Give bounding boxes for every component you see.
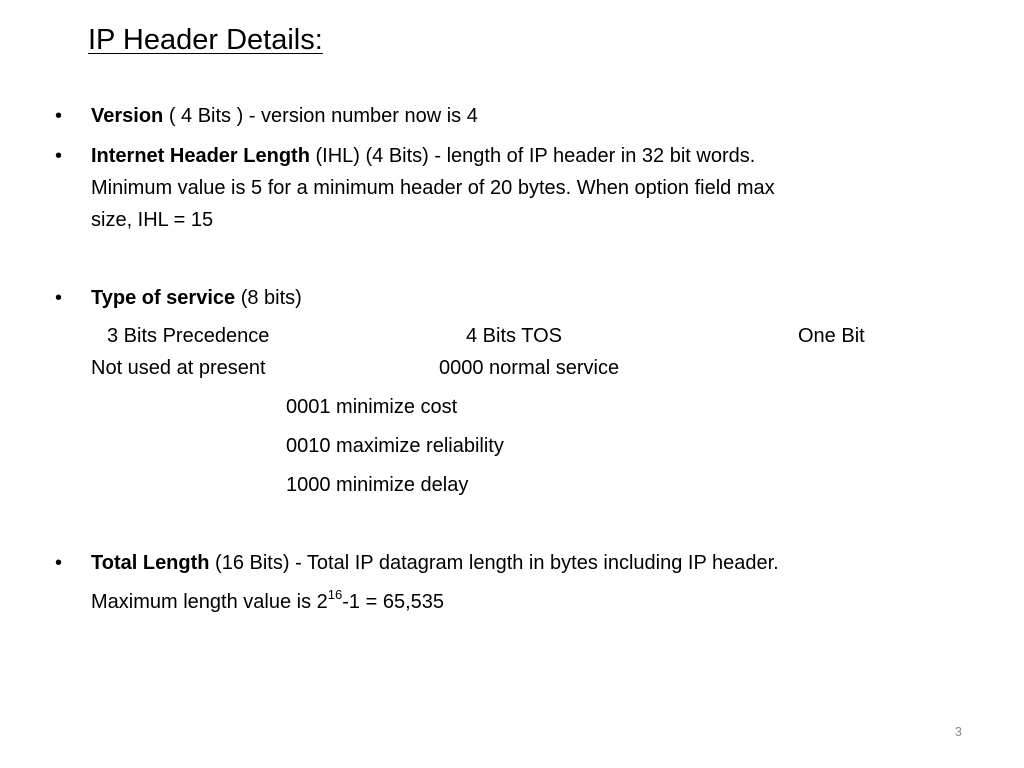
tos-term: Type of service bbox=[91, 287, 236, 309]
slide-title: IP Header Details: bbox=[88, 24, 323, 56]
tos-col1-header: 3 Bits Precedence bbox=[107, 325, 270, 347]
bullet-marker: • bbox=[55, 552, 63, 574]
bullet-marker: • bbox=[55, 287, 63, 309]
bullet-total-length bbox=[91, 547, 779, 579]
tos-desc: (8 bits) bbox=[235, 287, 302, 309]
ihl-term: Internet Header Length bbox=[91, 145, 310, 167]
max-exponent: 16 bbox=[327, 587, 343, 603]
bullet-marker: • bbox=[55, 105, 63, 127]
bullet-tos bbox=[91, 282, 302, 314]
version-desc: ( 4 Bits ) - version number now is 4 bbox=[163, 105, 478, 127]
tos-value-list-item: 1000 minimize delay bbox=[286, 474, 469, 496]
tos-value-list-item: 0010 maximize reliability bbox=[286, 435, 504, 457]
version-term: Version bbox=[91, 105, 164, 127]
tos-value-list-item: 0000 normal service bbox=[439, 357, 620, 379]
tos-col3-header: One Bit bbox=[798, 325, 865, 347]
max-prefix: Maximum length value is 2 bbox=[91, 591, 328, 613]
bullet-ihl bbox=[91, 140, 755, 172]
page-number: 3 bbox=[954, 724, 962, 739]
tos-col1-value: Not used at present bbox=[91, 357, 266, 379]
tos-value-list-item: 0001 minimize cost bbox=[286, 396, 458, 418]
ihl-desc-line2: Minimum value is 5 for a minimum header of 20 bytes. When option field max bbox=[91, 177, 775, 199]
total-length-desc: (16 Bits) - Total IP datagram length in bytes including IP header. bbox=[209, 552, 779, 574]
bullet-marker: • bbox=[55, 145, 63, 167]
total-length-term: Total Length bbox=[91, 552, 210, 574]
tos-col2-header: 4 Bits TOS bbox=[466, 325, 562, 347]
ihl-desc-line1: (IHL) (4 Bits) - length of IP header in 32 bit words. bbox=[309, 145, 756, 167]
max-suffix: -1 = 65,535 bbox=[342, 591, 444, 613]
total-length-max bbox=[91, 586, 444, 618]
bullet-version bbox=[91, 100, 478, 132]
ihl-desc-line3: size, IHL = 15 bbox=[91, 209, 214, 231]
